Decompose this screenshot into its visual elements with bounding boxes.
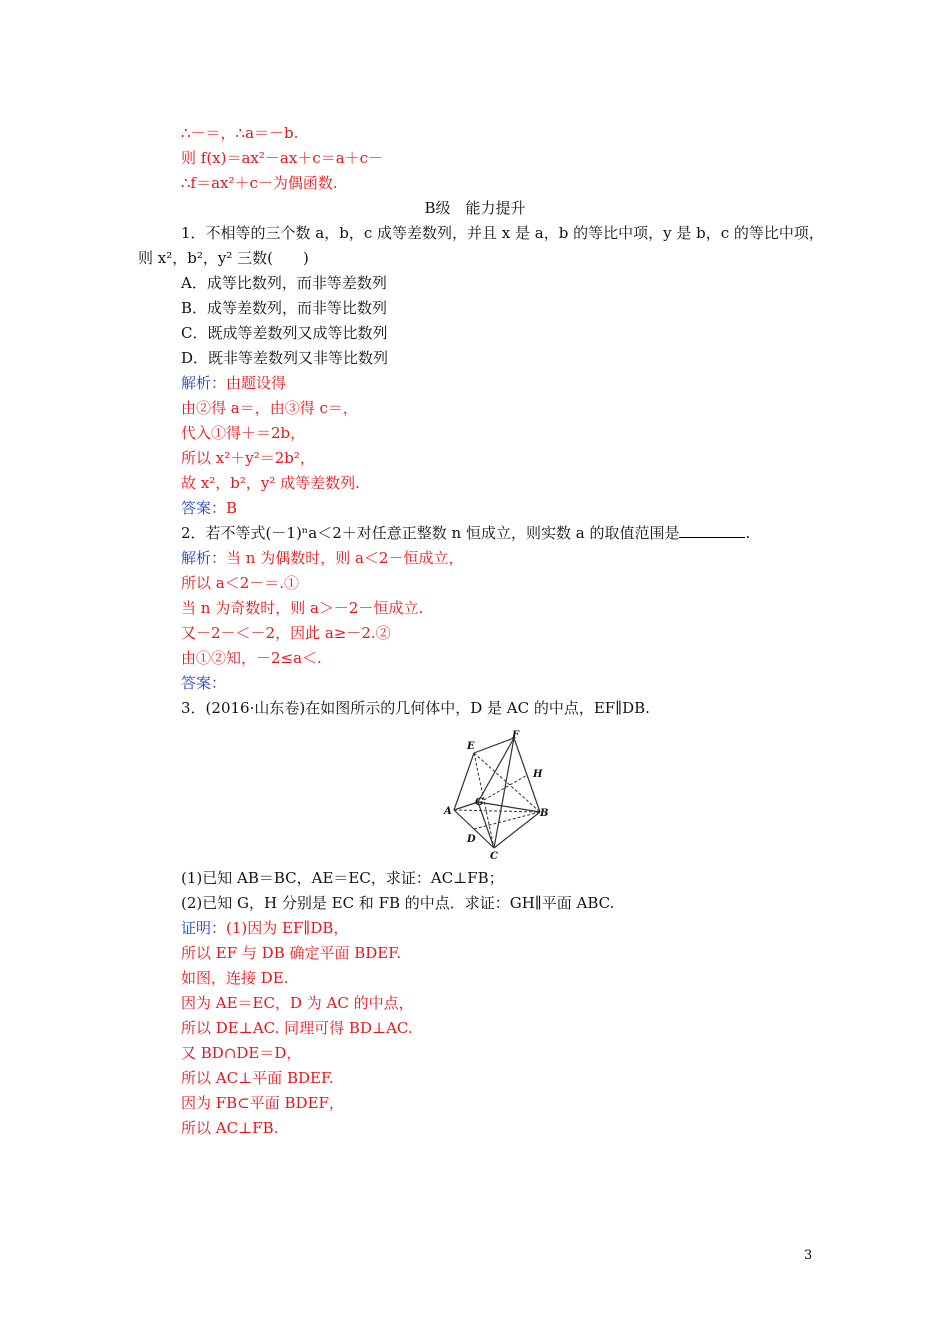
proof-line: 又 BD∩DE＝D， (181, 1044, 302, 1062)
figure-solid-edges (454, 738, 540, 848)
solution-line: 所以 a＜2－＝.① (181, 574, 300, 592)
proof-line: 所以 DE⊥AC. 同理可得 BD⊥AC. (181, 1019, 413, 1037)
label-c: C (490, 851, 498, 862)
proof-row (181, 918, 348, 938)
option-d: D．既非等差数列又非等比数列 (181, 349, 389, 367)
solution-label: 解析： (181, 549, 227, 567)
proof-line: 所以 AC⊥FB. (181, 1119, 279, 1137)
solution-line: ∴－＝，∴a＝－b. (181, 124, 299, 142)
answer-value: B (226, 499, 238, 517)
label-d: D (467, 834, 476, 845)
solution-line: 所以 x²＋y²＝2b²， (181, 449, 315, 467)
proof-line: 因为 AE＝EC，D 为 AC 的中点， (181, 994, 414, 1012)
solution-row (181, 373, 286, 393)
page-number: 3 (804, 1248, 813, 1263)
question-1-stem: 1．不相等的三个数 a，b，c 成等差数列，并且 x 是 a，b 的等比中项，y 是 b，c 的等比中项， (181, 224, 824, 242)
label-h: H (533, 769, 543, 780)
solution-line: 由题设得 (226, 374, 287, 392)
question-1-stem-cont: 则 x²，b²，y² 三数( ) (138, 249, 309, 267)
answer-row (181, 498, 237, 518)
proof-line: 所以 EF 与 DB 确定平面 BDEF. (181, 944, 402, 962)
label-b: B (540, 808, 549, 819)
solution-line: 代入①得＋＝2b， (181, 424, 306, 442)
option-b: B．成等差数列，而非等比数列 (181, 299, 388, 317)
proof-label: 证明： (181, 919, 227, 937)
answer-blank (679, 525, 745, 538)
solution-line: 又－2－＜－2，因此 a≥－2.② (181, 624, 391, 642)
geometry-figure (442, 728, 558, 864)
label-a: A (444, 806, 452, 817)
solution-label: 解析： (181, 374, 227, 392)
label-e: E (467, 741, 475, 752)
proof-line: 如图，连接 DE. (181, 969, 289, 987)
proof-line: 所以 AC⊥平面 BDEF. (181, 1069, 334, 1087)
option-c: C．既成等差数列又成等比数列 (181, 324, 388, 342)
question-2-stem: 2．若不等式(－1)ⁿa＜2＋对任意正整数 n 恒成立，则实数 a 的取值范围是 (181, 524, 680, 542)
question-2-stem-row (181, 523, 750, 543)
solution-line: 由①②知，－2≤a＜. (181, 649, 322, 667)
question-3-part-1: (1)已知 AB＝BC，AE＝EC，求证：AC⊥FB； (181, 869, 504, 887)
answer-label: 答案： (181, 674, 227, 692)
proof-line: 因为 FB⊂平面 BDEF， (181, 1094, 344, 1112)
solution-line: 当 n 为偶数时，则 a＜2－恒成立， (226, 549, 464, 567)
question-2-stem-end: . (745, 524, 751, 542)
option-a: A．成等比数列，而非等差数列 (181, 274, 387, 292)
solution-line: 当 n 为奇数时，则 a＞－2－恒成立. (181, 599, 424, 617)
answer-label: 答案： (181, 499, 227, 517)
question-3-stem: 3．(2016·山东卷)在如图所示的几何体中，D 是 AC 的中点，EF∥DB. (181, 699, 650, 717)
label-f: F (512, 730, 520, 741)
solution-line: 则 f(x)＝ax²－ax＋c＝a＋c－ (181, 149, 384, 167)
solution-row (181, 548, 463, 568)
proof-line: (1)因为 EF∥DB， (226, 919, 349, 937)
solution-line: 由②得 a＝，由③得 c＝， (181, 399, 358, 417)
solution-line: ∴f＝ax²＋c－为偶函数. (181, 174, 338, 192)
section-title: B级 能力提升 (424, 199, 526, 217)
label-g: G (475, 797, 484, 808)
solution-line: 故 x²，b²，y² 成等差数列. (181, 474, 360, 492)
question-3-part-2: (2)已知 G，H 分别是 EC 和 FB 的中点．求证：GH∥平面 ABC. (181, 894, 615, 912)
